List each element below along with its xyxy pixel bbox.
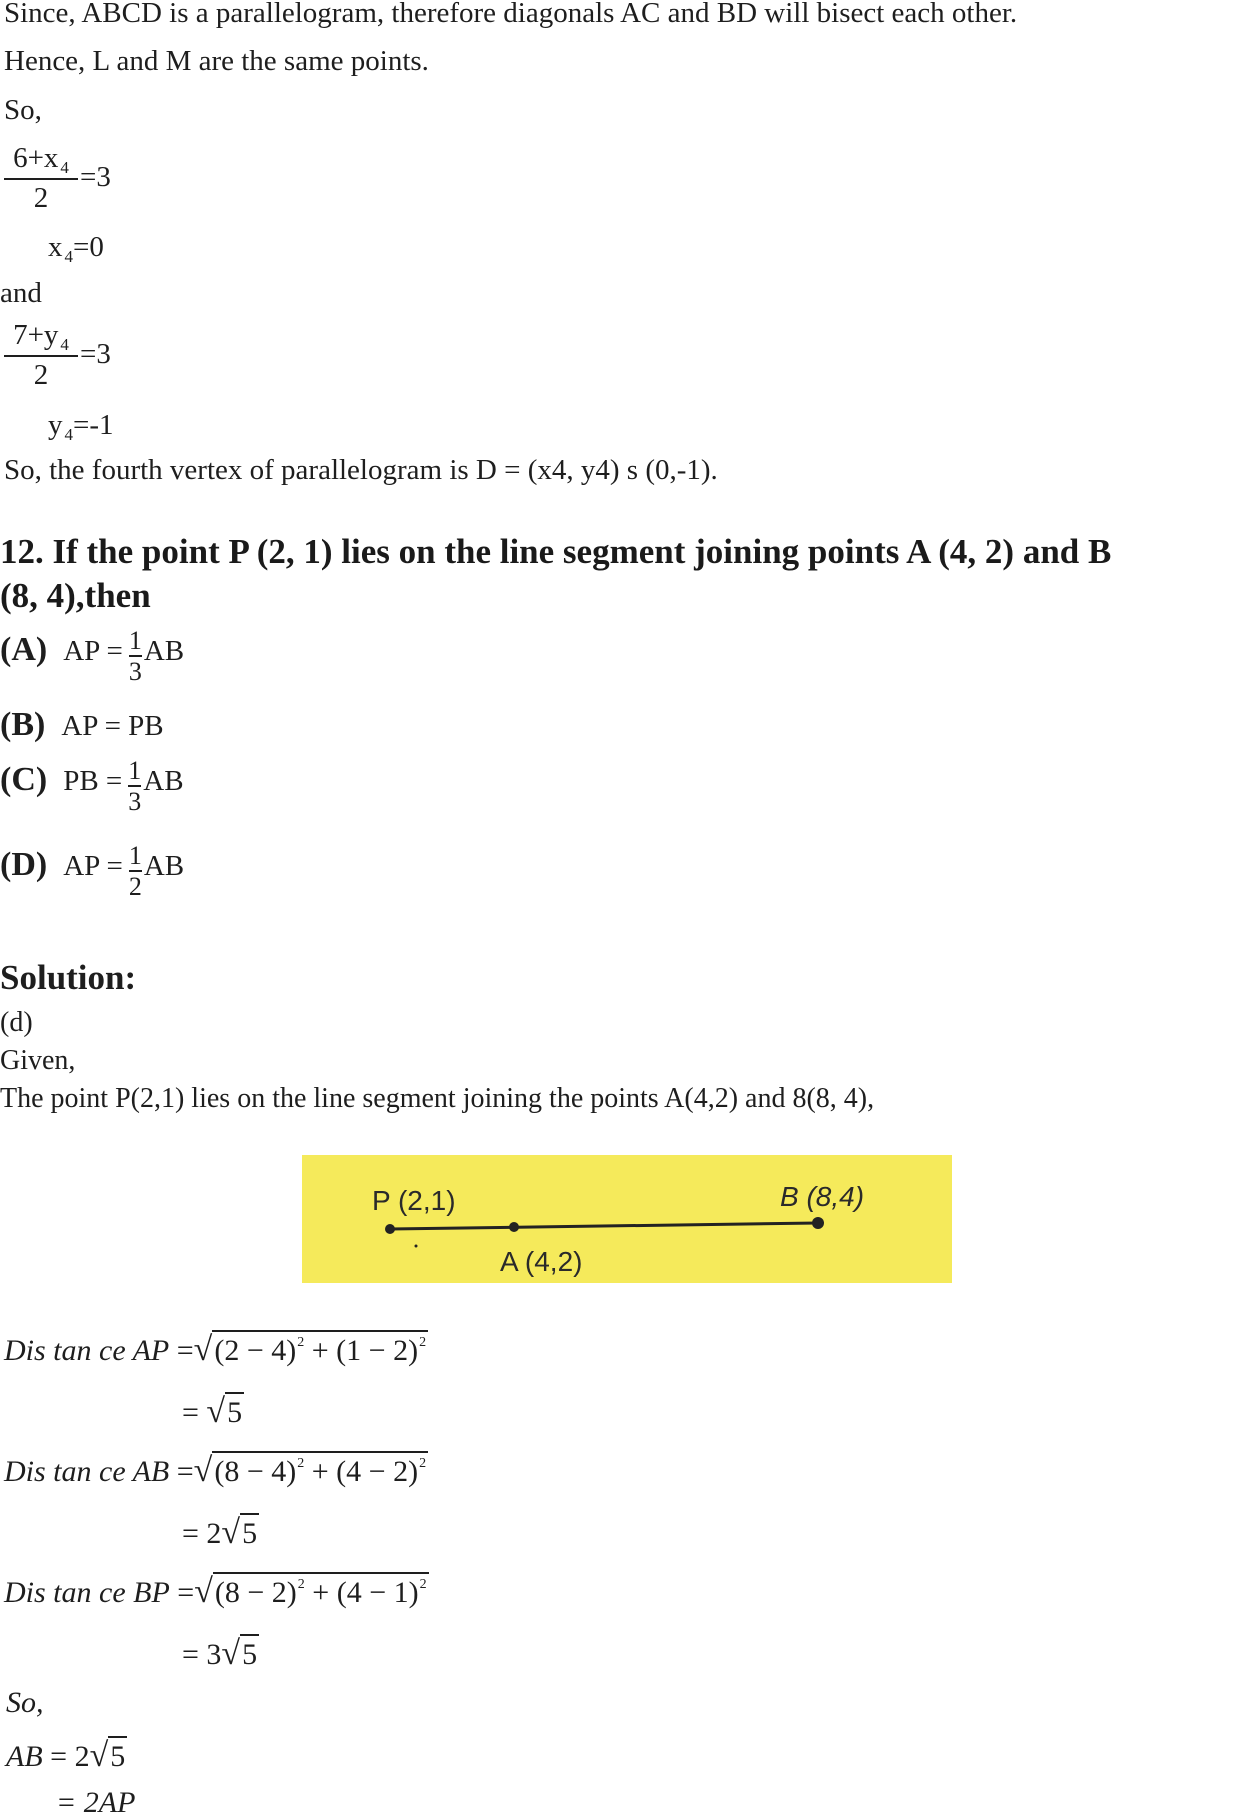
question-line-1: 12. If the point P (2, 1) lies on the line segment joining points A (4, 2) and B bbox=[0, 532, 1112, 571]
distance-bp-exp-2: 2 bbox=[419, 1577, 427, 1592]
solution-heading: Solution: bbox=[0, 958, 137, 997]
equation-2-denominator: 2 bbox=[33, 359, 49, 392]
option-a-num: 1 bbox=[128, 626, 142, 655]
result-y4-sub: 4 bbox=[64, 425, 73, 444]
equation-1-fraction bbox=[4, 140, 78, 217]
line-segment-figure bbox=[302, 1155, 952, 1283]
equation-2-numerator: 7+y bbox=[13, 319, 59, 351]
distance-ap-exp-2: 2 bbox=[419, 1335, 427, 1350]
option-c-fraction bbox=[128, 757, 141, 816]
label-a: A (4,2) bbox=[500, 1246, 583, 1277]
option-d-rhs: AB bbox=[143, 849, 185, 882]
result-y4-var: y bbox=[48, 409, 63, 441]
solution-given: Given, bbox=[0, 1045, 76, 1076]
result-y4-val: =-1 bbox=[73, 409, 114, 441]
so-label-1: So, bbox=[4, 94, 42, 126]
equation-2-fraction bbox=[4, 317, 78, 394]
option-d-num: 1 bbox=[128, 841, 142, 870]
distance-ab-value: 5 bbox=[240, 1513, 259, 1551]
option-c-num: 1 bbox=[128, 756, 142, 785]
option-d-fraction bbox=[129, 842, 142, 901]
conclusion-line: So, the fourth vertex of parallelogram is D = (x4, y4) s (0,-1). bbox=[4, 454, 718, 486]
option-a-rhs: AB bbox=[143, 634, 185, 667]
equation-1-subscript: 4 bbox=[60, 158, 69, 177]
distance-ab-label: Dis tan ce AB bbox=[4, 1455, 170, 1488]
stray-dot bbox=[415, 1245, 418, 1248]
distance-ab-exp-2: 2 bbox=[419, 1456, 427, 1471]
option-d-lhs: AP = bbox=[63, 849, 123, 882]
result-x4-var: x bbox=[48, 231, 63, 263]
option-d-letter: (D) bbox=[0, 845, 48, 883]
distance-ab-exp-1: 2 bbox=[297, 1456, 305, 1471]
final-ab-equals-2ap: = 2AP bbox=[56, 1786, 136, 1819]
final-ab-coef: 2 bbox=[74, 1740, 90, 1773]
option-c[interactable] bbox=[0, 757, 184, 816]
option-b-text: AP = PB bbox=[61, 710, 164, 742]
option-a-den: 3 bbox=[128, 657, 142, 687]
distance-bp-coef: 3 bbox=[206, 1638, 222, 1671]
distance-ab-term-2: + (4 − 2) bbox=[304, 1455, 419, 1488]
solution-statement: The point P(2,1) lies on the line segment joining the points A(4,2) and 8(8, 4), bbox=[0, 1083, 875, 1114]
distance-ab: Dis tan ce AB $=√(8 - 4)^2 + (4 - 2)^2$ bbox=[4, 1452, 427, 1489]
distance-ap-result: = √5 bbox=[182, 1393, 243, 1430]
distance-ab-result: = 2√5 bbox=[182, 1514, 258, 1551]
final-ab: AB = 2√5 bbox=[6, 1737, 126, 1774]
result-y4 bbox=[48, 410, 114, 444]
distance-ap-term-2: + (1 − 2) bbox=[304, 1334, 419, 1367]
option-c-rhs: AB bbox=[143, 764, 184, 797]
distance-bp-label: Dis tan ce BP bbox=[4, 1576, 170, 1609]
and-label: and bbox=[0, 277, 42, 309]
option-a-letter: (A) bbox=[0, 630, 48, 668]
distance-ap-exp-1: 2 bbox=[297, 1335, 305, 1350]
distance-bp-value: 5 bbox=[240, 1634, 259, 1672]
solution-answer: (d) bbox=[0, 1007, 33, 1038]
equation-1-denominator: 2 bbox=[33, 182, 49, 215]
label-p: P (2,1) bbox=[372, 1185, 456, 1216]
distance-ap-value: 5 bbox=[225, 1392, 244, 1430]
equation-1-numerator: 6+x bbox=[13, 142, 59, 174]
point-a bbox=[509, 1222, 519, 1232]
option-c-den: 3 bbox=[128, 787, 142, 817]
so-label-2: So, bbox=[6, 1686, 44, 1719]
distance-bp-exp-1: 2 bbox=[297, 1577, 305, 1592]
final-ab-lhs: AB bbox=[6, 1740, 43, 1773]
option-d-den: 2 bbox=[128, 872, 142, 902]
line-segment-diagram bbox=[302, 1155, 952, 1283]
result-x4-sub: 4 bbox=[64, 247, 73, 266]
distance-bp-result: = 3√5 bbox=[182, 1635, 258, 1672]
result-x4 bbox=[48, 232, 104, 266]
distance-ab-coef: 2 bbox=[206, 1517, 222, 1550]
distance-ab-term-1: (8 − 4) bbox=[214, 1455, 297, 1488]
option-d[interactable] bbox=[0, 842, 184, 901]
label-b: B (8,4) bbox=[780, 1181, 865, 1212]
equation-2-subscript: 4 bbox=[60, 335, 69, 354]
intro-line-1: Since, ABCD is a parallelogram, therefore diagonals AC and BD will bisect each other. bbox=[4, 0, 1018, 29]
option-a[interactable] bbox=[0, 627, 184, 686]
equation-2-rhs: =3 bbox=[80, 338, 111, 370]
option-b-letter: (B) bbox=[0, 706, 46, 743]
option-c-letter: (C) bbox=[0, 760, 48, 798]
equation-1-rhs: =3 bbox=[80, 161, 111, 193]
result-x4-val: =0 bbox=[73, 231, 104, 263]
final-ab-rad: 5 bbox=[108, 1736, 127, 1774]
distance-ap: Dis tan ce AP $=√(2 - 4)^2 + (1 - 2)^2$ bbox=[4, 1331, 427, 1368]
question-line-2: (8, 4),then bbox=[0, 576, 151, 615]
distance-ap-term-1: (2 − 4) bbox=[214, 1334, 297, 1367]
option-c-lhs: PB = bbox=[63, 764, 123, 797]
option-a-fraction bbox=[129, 627, 142, 686]
distance-bp-term-2: + (4 − 1) bbox=[304, 1576, 419, 1609]
point-b bbox=[812, 1217, 824, 1229]
option-b[interactable] bbox=[0, 706, 164, 744]
distance-bp: Dis tan ce BP $=√(8 - 2)^2 + (4 - 1)^2$ bbox=[4, 1573, 427, 1610]
option-a-lhs: AP = bbox=[63, 634, 123, 667]
distance-bp-term-1: (8 − 2) bbox=[214, 1576, 297, 1609]
segment-line bbox=[390, 1223, 818, 1229]
intro-line-2: Hence, L and M are the same points. bbox=[4, 45, 429, 77]
distance-ap-label: Dis tan ce AP bbox=[4, 1334, 170, 1367]
point-p bbox=[385, 1224, 395, 1234]
